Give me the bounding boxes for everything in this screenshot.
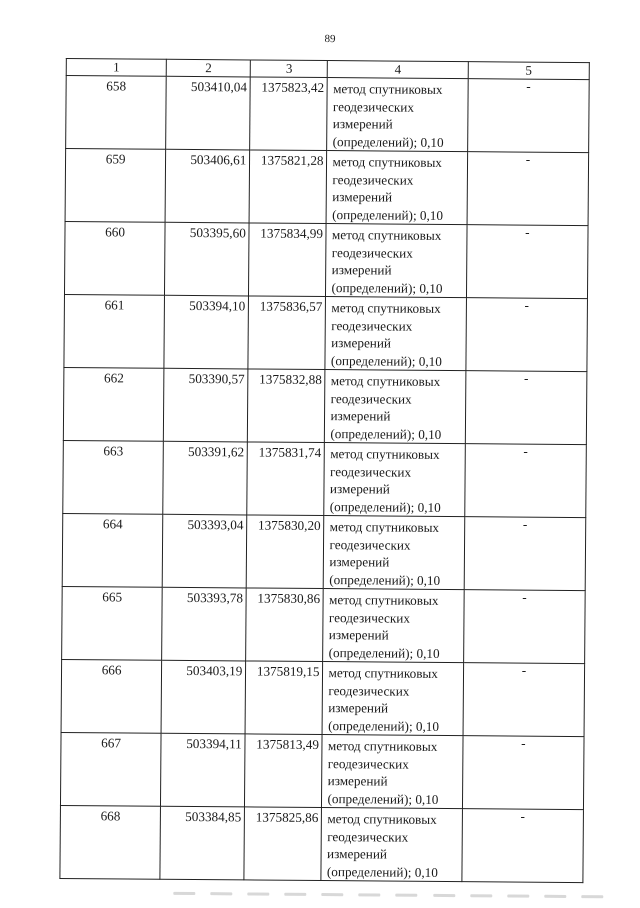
method-description [325,297,466,371]
method-line: (определений); 0,10 [326,863,438,880]
method-line: геодезических [327,755,409,772]
note-cell: - [463,590,585,664]
point-number: 664 [62,513,163,587]
method-line: геодезических [332,171,414,188]
method-line: метод спутниковых [327,738,438,754]
method-line: (определений); 0,10 [329,571,441,588]
method-line: измерений [332,116,393,132]
method-line: метод спутниковых [330,373,441,389]
method-line: измерений [329,481,390,497]
table-body [60,76,589,883]
method-description [324,443,465,517]
column-header-5: 5 [468,62,589,80]
method-line: измерений [327,846,388,862]
method-line: геодезических [328,609,411,626]
method-line: метод спутниковых [328,665,438,681]
point-number: 667 [60,732,161,806]
method-description [323,589,464,663]
method-line: (определений); 0,10 [332,206,444,223]
table-row [64,222,588,299]
table-row [62,586,586,663]
method-line: метод спутниковых [327,811,437,827]
method-line: метод спутниковых [329,592,439,608]
table-row [61,659,585,736]
table-row [60,805,584,882]
method-line: метод спутниковых [330,446,440,462]
table-row [63,440,587,517]
footer-faint-mark [173,892,603,899]
coordinates-table [59,58,589,883]
method-line: измерений [332,189,393,205]
method-line: измерений [328,627,389,643]
note-cell: - [463,663,585,737]
method-line: геодезических [330,390,412,407]
method-line: геодезических [329,536,411,553]
method-line: метод спутниковых [331,300,441,316]
method-line: измерений [329,554,390,570]
note-cell: - [466,225,588,299]
table-row [66,76,590,153]
coordinate-y: 1375832,88 [248,369,326,443]
method-line: метод спутниковых [333,81,443,97]
coordinate-x: 503403,19 [161,660,246,734]
note-cell: - [466,298,588,372]
method-description [321,808,462,882]
point-number: 660 [64,222,165,296]
coordinate-x: 503393,78 [162,587,247,661]
point-number: 661 [64,295,165,369]
method-line: (определений); 0,10 [332,133,444,150]
note-cell: - [465,444,587,518]
point-number: 668 [60,805,161,879]
column-header-3: 3 [251,60,328,78]
point-number: 659 [65,149,166,223]
coordinate-y: 1375825,86 [244,807,322,881]
coordinate-x: 503390,57 [164,368,249,442]
method-description [325,370,466,444]
method-line: геодезических [331,244,413,261]
column-header-2: 2 [166,59,250,77]
column-header-1: 1 [66,59,166,77]
method-description [327,151,468,225]
method-description [324,516,465,590]
column-header-4: 4 [328,61,468,79]
coordinate-x: 503394,11 [161,733,246,807]
coordinate-x: 503384,85 [160,806,245,880]
method-line: геодезических [330,463,412,480]
coordinate-y: 1375836,57 [248,296,326,370]
coordinate-x: 503393,04 [162,514,247,588]
method-line: метод спутниковых [331,227,442,243]
method-line: (определений); 0,10 [328,717,440,734]
coordinate-y: 1375823,42 [250,77,328,151]
method-line: (определений); 0,10 [330,425,442,442]
table-row [63,367,587,444]
coordinate-x: 503391,62 [163,441,248,515]
method-line: (определений); 0,10 [327,790,439,807]
method-line: геодезических [327,828,409,845]
method-line: измерений [331,335,392,351]
method-line: метод спутниковых [332,154,442,170]
note-cell: - [467,79,589,153]
method-line: (определений); 0,10 [329,498,441,515]
coordinate-y: 1375831,74 [247,442,325,516]
method-line: (определений); 0,10 [331,279,443,296]
method-line: (определений); 0,10 [328,644,440,661]
method-line: метод спутниковых [329,519,440,535]
coordinate-y: 1375821,28 [249,150,327,224]
table-row [62,513,586,590]
method-line: измерений [328,700,389,716]
table-row [64,295,588,372]
coordinate-x: 503406,61 [165,149,250,223]
method-line: измерений [331,262,392,278]
method-description [326,224,467,298]
method-line: измерений [327,773,388,789]
point-number: 665 [62,586,163,660]
coordinate-y: 1375830,86 [246,588,324,662]
point-number: 663 [63,440,164,514]
coordinate-y: 1375834,99 [249,223,327,297]
coordinate-x: 503410,04 [166,76,251,150]
note-cell: - [464,517,586,591]
coordinate-x: 503394,10 [164,295,249,369]
coordinate-x: 503395,60 [165,222,250,296]
coordinate-y: 1375813,49 [245,734,323,808]
method-description [322,735,463,809]
coordinate-y: 1375830,20 [247,515,325,589]
table-row [60,732,584,809]
method-line: геодезических [328,682,410,699]
method-line: измерений [330,408,391,424]
method-line: геодезических [332,98,415,115]
note-cell: - [465,371,587,445]
method-line: (определений); 0,10 [330,352,442,369]
method-line: геодезических [331,317,413,334]
point-number: 666 [61,659,162,733]
note-cell: - [467,152,589,226]
table-row [65,149,589,226]
note-cell: - [462,736,584,810]
note-cell: - [462,809,584,883]
point-number: 662 [63,367,164,441]
point-number: 658 [66,76,167,150]
page-number: 89 [324,33,336,46]
method-description [327,78,468,152]
coordinate-y: 1375819,15 [245,661,323,735]
method-description [323,662,464,736]
